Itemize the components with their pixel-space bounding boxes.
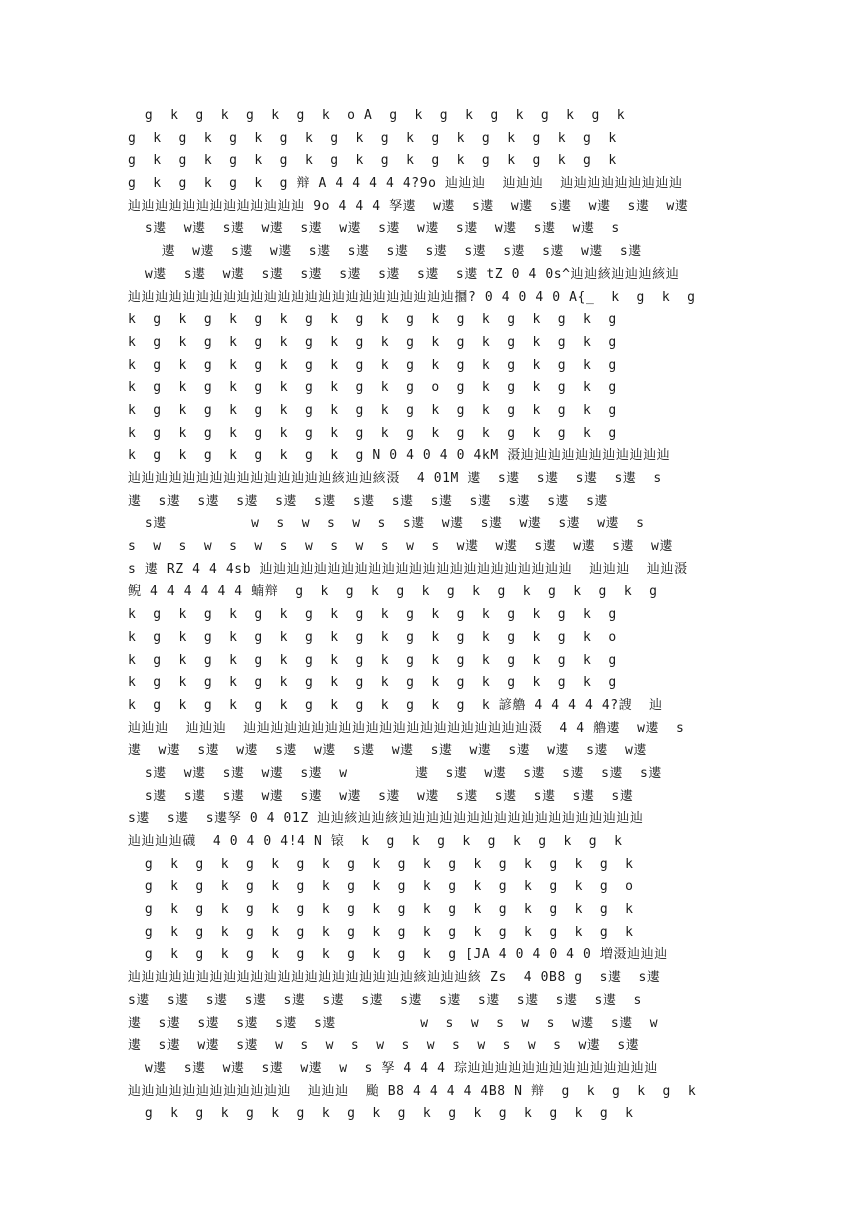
- text-line: 遱 w遱 s遱 w遱 s遱 s遱 s遱 s遱 s遱 s遱 s遱 w遱 s遱: [128, 244, 642, 260]
- text-line: k g k g k g k g k g k g k g k g k g k g: [128, 402, 617, 418]
- text-line: k g k g k g k g k g k g k g k 諺艪 4 4 4 4 4?謏 辿: [128, 697, 663, 713]
- text-line: 辿辿辿辿辿辿辿辿辿辿辿辿辿 9o 4 4 4 孥遱 w遱 s遱 w遱 s遱 w遱 s遱 w遱: [128, 198, 689, 214]
- text-line: g k g k g k g 辩 A 4 4 4 4 4?9o 辿辿辿 辿辿辿 辿辿辿辿辿辿辿辿辿: [128, 176, 683, 192]
- text-line: k g k g k g k g k g k g k g k g k g k g: [128, 357, 617, 373]
- text-line: k g k g k g k g k g N 0 4 0 4 0 4kM 滠辿辿辿辿辿辿辿辿辿辿辿: [128, 448, 671, 464]
- text-line: 辿辿辿 辿辿辿 辿辿辿辿辿辿辿辿辿辿辿辿辿辿辿辿辿辿辿辿辿滠 4 4 艪遱 w遱 s: [128, 720, 685, 736]
- text-line: w遱 s遱 w遱 s遱 s遱 s遱 s遱 s遱 s遱 tZ 0 4 0s^辿辿絯辿辿辿絯辿: [128, 266, 680, 282]
- text-line: w遱 s遱 w遱 s遱 w遱 w s 孥 4 4 4 琮辿辿辿辿辿辿辿辿辿辿辿辿辿辿: [128, 1060, 658, 1076]
- text-line: s遱 w s w s w s s遱 w遱 s遱 w遱 s遱 w遱 s: [128, 516, 645, 532]
- text-line: 遱 s遱 s遱 s遱 s遱 s遱 w s w s w s w遱 s遱 w: [128, 1015, 659, 1031]
- text-line: g k g k g k g k o A g k g k g k g k g k: [128, 108, 626, 123]
- text-line: k g k g k g k g k g k g k g k g k g k g: [128, 312, 617, 328]
- text-line: 辿辿辿辿辿辿辿辿辿辿辿辿辿辿辿絯辿辿絯滠 4 01M 遱 s遱 s遱 s遱 s遱 s: [128, 471, 662, 486]
- text-line: k g k g k g k g k g k g k g k g k g k o: [128, 629, 617, 645]
- text-line: 遱 s遱 w遱 s遱 w s w s w s w s w s w s w遱 s遱: [128, 1038, 640, 1054]
- text-line: s 遱 RZ 4 4 4sb 辿辿辿辿辿辿辿辿辿辿辿辿辿辿辿辿辿辿辿辿辿辿辿 辿辿辿 辿辿滠: [128, 561, 688, 577]
- text-line: k g k g k g k g k g k g k g k g k g k g: [128, 607, 617, 623]
- text-line: s遱 w遱 s遱 w遱 s遱 w 遱 s遱 w遱 s遱 s遱 s遱 s遱: [128, 765, 662, 781]
- text-line: k g k g k g k g k g k g k g k g k g k g: [128, 334, 617, 350]
- text-line: g k g k g k g k g k g k g k g k g k g k: [128, 1106, 634, 1122]
- text-line: 辿辿辿辿礣 4 0 4 0 4!4 N 锿 k g k g k g k g k g k: [128, 834, 623, 849]
- text-line: k g k g k g k g k g k g k g k g k g k g: [128, 652, 617, 668]
- text-line: s遱 w遱 s遱 w遱 s遱 w遱 s遱 w遱 s遱 w遱 s遱 w遱 s: [128, 221, 620, 237]
- text-line: k g k g k g k g k g k g k g k g k g k g: [128, 675, 617, 691]
- text-line: 辿辿辿辿辿辿辿辿辿辿辿辿辿辿辿辿辿辿辿辿辿絯辿辿辿絯 Zs 4 0B8 g s遱 s遱: [128, 970, 661, 986]
- text-line: g k g k g k g k g k g k g k g k g k g k: [128, 924, 634, 940]
- text-line: 鲵 4 4 4 4 4 4 蝻辩 g k g k g k g k g k g k g k g: [128, 584, 658, 600]
- text-line: g k g k g k g k g k g k g k g k g k g k: [128, 153, 617, 169]
- text-line: 遱 w遱 s遱 w遱 s遱 w遱 s遱 w遱 s遱 w遱 s遱 w遱 s遱 w遱: [128, 743, 648, 759]
- text-line: k g k g k g k g k g k g k g k g k g k g: [128, 425, 617, 441]
- text-line: g k g k g k g k g k g k g k g k g k g k: [128, 130, 617, 146]
- text-line: g k g k g k g k g k g k g k g k g k g o: [128, 879, 634, 895]
- garbled-text-block: [128, 105, 738, 1126]
- text-line: s遱 s遱 s遱 s遱 s遱 s遱 s遱 s遱 s遱 s遱 s遱 s遱 s遱 s: [128, 992, 642, 1008]
- text-line: g k g k g k g k g k g k g [JA 4 0 4 0 4 0 増滠辿辿辿: [128, 947, 668, 963]
- text-line: g k g k g k g k g k g k g k g k g k g k: [128, 902, 634, 918]
- text-line: 辿辿辿辿辿辿辿辿辿辿辿辿辿辿辿辿辿辿辿辿辿辿辿辿攌? 0 4 0 4 0 A{_ k g k g: [128, 289, 696, 305]
- text-line: g k g k g k g k g k g k g k g k g k g k: [128, 856, 634, 872]
- text-line: s w s w s w s w s w s w s w遱 w遱 s遱 w遱 s遱 w遱: [128, 539, 674, 555]
- text-line: 遱 s遱 s遱 s遱 s遱 s遱 s遱 s遱 s遱 s遱 s遱 s遱 s遱: [128, 493, 609, 509]
- text-line: 辿辿辿辿辿辿辿辿辿辿辿辿 辿辿辿 颱 B8 4 4 4 4 4B8 N 辩 g k g k g k: [128, 1083, 697, 1099]
- text-line: s遱 s遱 s遱 w遱 s遱 w遱 s遱 w遱 s遱 s遱 s遱 s遱 s遱: [128, 788, 634, 804]
- text-line: k g k g k g k g k g k g o g k g k g k g: [128, 380, 617, 396]
- text-line: s遱 s遱 s遱孥 0 4 01Z 辿辿絯辿辿絯辿辿辿辿辿辿辿辿辿辿辿辿辿辿辿辿辿辿: [128, 811, 644, 827]
